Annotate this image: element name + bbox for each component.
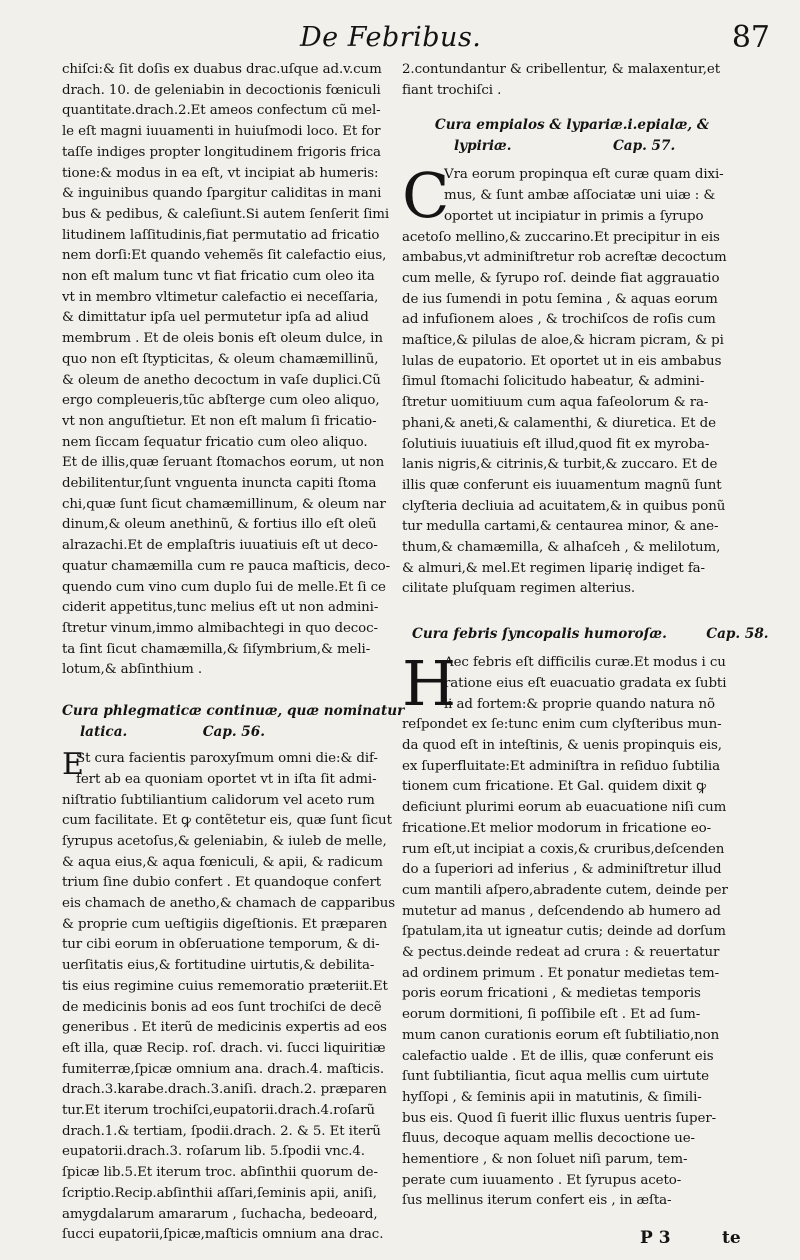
text-line: ad infuſionem aloes , & trochiſcos de roſis cum — [402, 312, 716, 328]
text-line: chiſci:& ſit doſis ex duabus drac.uſque ad.v.cum — [62, 62, 382, 77]
text-line: cum melle, & ſyrupo roſ. deinde fiat aggrauatio — [402, 270, 720, 286]
chapter-57-text — [402, 228, 742, 601]
text-line: Et de illis,quæ ſeruant ſtomachos eorum, ut non — [62, 455, 385, 471]
text-line: ſyrupus acetoſus,& geleniabin, & iuleb de melle, — [62, 833, 387, 849]
text-line: acetoſo mellino,& zuccarino.Et precipitur in eis — [402, 229, 720, 245]
text-line: quantitate.drach.2.Et ameos confectum cũ mel- — [62, 103, 381, 119]
text-line: lotum,& abſinthium . — [62, 662, 203, 678]
text-line: perate cum iuuamento . Et ſyrupus aceto- — [402, 1172, 682, 1188]
spacer — [62, 681, 388, 701]
text-line: ambabus,vt adminiſtretur rob acreſtæ decoctum — [402, 250, 727, 266]
chapter-58-number: Cap. 58. — [706, 626, 769, 643]
text-line: alrazachi.Et de emplaſtris iuuatiuis eſt ut deco- — [62, 538, 378, 554]
text-line: nem dorſi:Et quando vehemẽs ſit calefactio eius, — [62, 248, 387, 264]
text-line: de ius ſumendi in potu ſemina , & aquas eorum — [402, 291, 718, 307]
text-line: fluus, decoque aquam mellis decoctione ue- — [402, 1131, 695, 1147]
text-line: tione:& modus in ea eſt, vt incipiat ab humeris: — [62, 165, 379, 181]
text-line: niſtratio ſubtiliantium calidorum vel aceto rum — [62, 792, 375, 808]
text-line: taſſe indiges propter longitudinem frigoris frica — [62, 144, 381, 160]
text-line: calefactio ualde . Et de illis, quæ conferunt eis — [402, 1048, 714, 1064]
drop-cap-c: C — [402, 159, 450, 233]
text-line: quo non eſt ſtypticitas, & oleum chamæmillinũ, — [62, 351, 379, 367]
text-line: nem ſiccam ſequatur fricatio cum oleo aliquo. — [62, 434, 368, 450]
drop-cap-e: E — [62, 747, 84, 783]
running-title: De Febribus. — [300, 22, 482, 53]
text-line: reſpondet ex ſe:tunc enim cum clyſteribus mun- — [402, 717, 722, 733]
text-line: trium ſine dubio confert . Et quandoque confert — [62, 875, 382, 891]
right-column-text — [402, 60, 742, 101]
text-line: ſunt ſubtiliantia, ſicut aqua mellis cum uirtute — [402, 1069, 709, 1085]
chapter-57-heading-line2 — [402, 136, 742, 157]
text-line: amygdalarum amararum , ſuchacha, bedeoard, — [62, 1206, 378, 1222]
chapter-58-opening — [402, 647, 742, 721]
right-column — [402, 60, 769, 1212]
chapter-56-heading: Cura phlegmaticæ continuæ, quæ nominatur — [62, 703, 405, 720]
text-line: ta ſint ſicut chamæmilla,& ſiſymbrium,& meli- — [62, 641, 371, 657]
text-line: lanis nigris,& citrinis,& turbit,& zuccaro. Et de — [402, 457, 718, 473]
chapter-58-text — [402, 715, 742, 1212]
text-line: Aec febris eſt difficilis curæ.Et modus i cu — [444, 655, 726, 671]
text-line: rum eſt,ut incipiat a coxis,& cruribus,deſcenden — [402, 841, 725, 857]
text-line: & inguinibus quando ſpargitur caliditas in mani — [62, 186, 382, 202]
text-line: clyſteria decliuia ad acuitatem,& in quibus ponũ — [402, 498, 726, 514]
text-line: tionem cum fricatione. Et Gal. quidem dixit ꝙ — [402, 779, 706, 795]
text-line: oportet ut incipiatur in primis a ſyrupo — [444, 208, 704, 224]
text-line: 2.contundantur & cribellentur, & malaxentur,et — [402, 62, 720, 77]
text-line: ad ordinem primum . Et ponatur medietas tem- — [402, 965, 720, 981]
text-line: eupatorii.drach.3. roſarum lib. 5.ſpodii vnc.4. — [62, 1144, 365, 1160]
chapter-56-heading-end: latica. — [80, 724, 128, 741]
text-line: deficiunt plurimi eorum ab euacuatione niſi cum — [402, 800, 727, 816]
chapter-58-heading: Cura febris ſyncopalis humoroſæ. — [412, 626, 667, 643]
text-line: debilitentur,ſunt vnguenta inuncta capiti ſtoma — [62, 476, 377, 492]
left-column — [62, 60, 405, 1246]
text-line: ciderit appetitus,tunc melius eſt ut non admini- — [62, 600, 379, 616]
text-line: & pectus.deinde redeat ad crura : & reuertatur — [402, 945, 720, 961]
text-line: fiant trochiſci . — [402, 82, 502, 98]
text-line: ſpatulam,ita ut igneatur cutis; deinde ad dorſum — [402, 924, 726, 940]
text-line: ſtretur uomitiuum cum aqua faſeolorum & ra- — [402, 395, 709, 411]
text-line: ſimul ſtomachi ſolicitudo habeatur, & admini- — [402, 374, 705, 390]
text-line: non eſt malum tunc vt fiat fricatio cum oleo ita — [62, 269, 375, 285]
text-line: phani,& aneti,& calamenthi, & diuretica. Et de — [402, 415, 716, 431]
text-line: vt non anguſtietur. Et non eſt malum ſi fricatio- — [62, 413, 377, 429]
left-column-text — [62, 60, 391, 681]
text-line: bus eis. Quod ſi fuerit illic fluxus uentris ſuper- — [402, 1110, 717, 1126]
text-line: ex ſuperfluitate:Et adminiſtra in reſiduo ſubtilia — [402, 758, 720, 774]
text-line: tur cibi eorum in obſeruatione temporum, & di- — [62, 937, 380, 953]
text-line: eſt illa, quæ Recip. roſ. drach. vi. ſucci liquiritiæ — [62, 1040, 386, 1056]
text-line: poris eorum fricationi , & medietas temporis — [402, 986, 701, 1002]
text-line: membrum . Et de oleis bonis eſt oleum dulce, in — [62, 331, 383, 347]
text-line: St cura facientis paroxyſmum omni die:& dif- — [76, 751, 378, 767]
text-line: ſtretur vinum,immo almibachtegi in quo decoc- — [62, 620, 378, 636]
text-line: eis chamach de anetho,& chamach de capparibus — [62, 896, 396, 912]
text-line: li ad fortem:& proprie quando natura nõ — [444, 696, 715, 712]
text-line: hementiore , & non ſoluet niſi parum, tem- — [402, 1152, 688, 1168]
chapter-57-heading-end: lypiriæ. — [454, 138, 512, 155]
text-line: mus, & ſunt ambæ aſſociatæ uni uiæ : & — [444, 188, 716, 204]
text-line: uerſitatis eius,& fortitudine uirtutis,& debilita- — [62, 958, 375, 974]
text-line: fumiterræ,ſpicæ omnium ana. drach.4. maſticis. — [62, 1061, 384, 1077]
text-line: maſtice,& pilulas de aloe,& hicram picram, & pi — [402, 333, 724, 349]
text-line: tis eius regimine cuius rememoratio præteriit.Et — [62, 978, 388, 994]
chapter-57-heading: Cura empialos & lypariæ.i.epialæ, & — [434, 117, 710, 134]
text-line: fert ab ea quoniam oportet vt in iſta ſit admi- — [76, 771, 377, 787]
text-line: ergo compleueris,tũc abſterge cum oleo aliquo, — [62, 393, 380, 409]
chapter-57-dropcap-lines — [402, 159, 742, 233]
text-line: Vra eorum propinqua eſt curæ quam dixi- — [444, 167, 724, 183]
text-line: ſcriptio.Recip.abſinthii aſſari,ſeminis apii, aniſi, — [62, 1185, 377, 1201]
text-line: & dimittatur ipſa uel permutetur ipſa ad aliud — [62, 310, 369, 326]
text-line: ſus mellinus iterum confert eis , in æſta- — [402, 1193, 672, 1209]
text-line: ſolutiuis iuuatiuis eſt illud,quod fit ex myroba- — [402, 436, 710, 452]
text-line: tur medulla cartami,& centaurea minor, & ane- — [402, 519, 719, 535]
text-line: eorum dormitioni, ſi poſſibile eſt . Et ad ſum- — [402, 1007, 701, 1023]
text-line: dinum,& oleum anethinũ, & fortius illo eſt oleũ — [62, 517, 377, 533]
text-line: & oleum de anetho decoctum in vaſe duplici.Cũ — [62, 372, 381, 388]
text-line: ſpicæ lib.5.Et iterum troc. abſinthii quorum de- — [62, 1165, 378, 1181]
text-line: drach. 10. de geleniabin in decoctionis fœniculi — [62, 82, 381, 98]
text-line: ſucci eupatorii,ſpicæ,maſticis omnium ana drac. — [62, 1227, 384, 1243]
text-line: quendo cum vino cum duplo ſui de melle.Et ſi ce — [62, 579, 386, 595]
text-line: cum facilitate. Et ꝙ contẽtetur eis, quæ ſunt ſicut — [62, 813, 392, 829]
chapter-57-opening — [402, 159, 742, 233]
text-line: & proprie cum ueſtigiis digeſtionis. Et præparen — [62, 916, 388, 932]
text-line: thum,& chamæmilla, & alhaſceh , & melilotum, — [402, 540, 721, 556]
text-line: ratione eius eſt euacuatio gradata ex ſubti — [444, 675, 727, 691]
text-line: le eſt magni iuuamenti in huiuſmodi loco. Et for — [62, 124, 381, 140]
text-line: generibus . Et iterũ de medicinis expertis ad eos — [62, 1020, 387, 1036]
text-line: cilitate pluſquam regimen alterius. — [402, 581, 636, 597]
chapter-56-text — [62, 791, 396, 1246]
text-line: do a ſuperiori ad inferius , & adminiſtretur illud — [402, 862, 722, 878]
text-line: & aqua eius,& aqua fœniculi, & apii, & radicum — [62, 854, 383, 870]
text-line: lulas de eupatorio. Et oportet ut in eis ambabus — [402, 353, 722, 369]
text-line: drach.1.& tertiam, ſpodii.drach. 2. & 5. Et iterũ — [62, 1123, 381, 1139]
text-line: mutetur ad manus , deſcendendo ab humero ad — [402, 903, 721, 919]
drop-cap-h: H — [402, 647, 457, 721]
chapter-56-opening — [62, 749, 388, 790]
chapter-58-heading-row — [402, 624, 769, 645]
page-number: 87 — [731, 20, 770, 55]
text-line: quatur chamæmilla cum re pauca maſticis, deco- — [62, 558, 391, 574]
text-line: bus & pedibus, & caleſiunt.Si autem ſenſerit ſimi — [62, 206, 390, 222]
text-line: litudinem laſſitudinis,fiat permutatio ad fricatio — [62, 227, 380, 243]
chapter-56-number: Cap. 56. — [202, 724, 265, 741]
text-line: hyſſopi , & ſeminis apii in matutinis, & ſimili- — [402, 1089, 702, 1105]
text-line: da quod eſt in inteſtinis, & uenis propinquis eis, — [402, 737, 722, 753]
signature-mark: P 3 — [640, 1228, 671, 1248]
chapter-57-number: Cap. 57. — [612, 138, 676, 155]
text-line: & almuri,& mel.Et regimen liparię indiget fa- — [402, 560, 705, 576]
text-line: drach.3.karabe.drach.3.aniſi. drach.2. præparen — [62, 1082, 387, 1098]
text-line: mum canon curationis eorum eſt ſubtiliatio,non — [402, 1027, 720, 1043]
text-line: cum mantili aſpero,abradente cutem, deinde per — [402, 882, 728, 898]
text-line: illis quæ conferunt eis iuuamentum magnũ ſunt — [402, 477, 722, 493]
text-line: tur.Et iterum trochiſci,eupatorii.drach.4.roſarũ — [62, 1103, 375, 1119]
chapter-56-heading-line2 — [62, 722, 388, 743]
text-line: fricatione.Et melior modorum in fricatione eo- — [402, 820, 712, 836]
text-line: chi,quæ ſunt ſicut chamæmillinum, & oleum nar — [62, 496, 386, 512]
text-line: de medicinis bonis ad eos ſunt trochiſci de decẽ — [62, 999, 382, 1015]
catchword: te — [722, 1228, 741, 1248]
text-line: vt in membro vltimetur calefactio ei neceſſaria, — [62, 289, 379, 305]
